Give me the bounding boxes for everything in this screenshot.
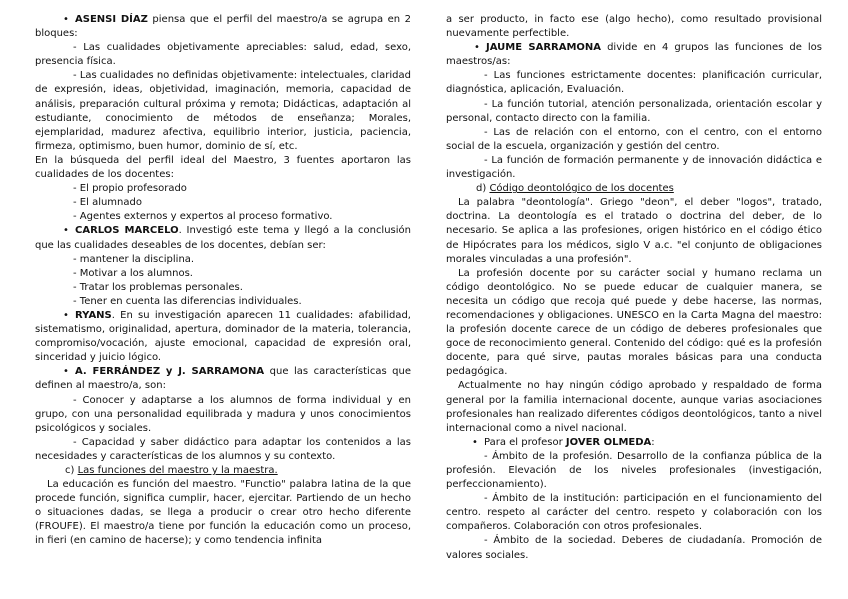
ryans-paragraph: • RYANS. En su investigación aparecen 11 cualidades: afabilidad, sistematismo, originalidad, apertura, dominador de la materia, tolerancia, compromiso/vocación, ajuste emocional, capacidad de expresión oral, sinceridad y juicio lógico.: [35, 309, 411, 365]
carlos-paragraph: • CARLOS MARCELO. Investigó este tema y llegó a la conclusión que las cualidades deseables de los docentes, debían ser:: [35, 224, 411, 252]
ferrandez-paragraph: • A. FERRÁNDEZ y J. SARRAMONA que las características que definen al maestro/a, son:: [35, 365, 411, 393]
asensi-bullet-1: - Las cualidades objetivamente apreciables: salud, edad, sexo, presencia física.: [35, 42, 411, 68]
jaume-bullet-3: - Las de relación con el entorno, con el centro, con el entorno social de la escuela, organización y gestión del centro.: [446, 126, 822, 152]
author-name: JOVER OLMEDA: [565, 436, 652, 448]
section-d-heading: d) Código deontológico de los docentes: [476, 183, 674, 195]
author-name: ASENSI DÍAZ: [75, 14, 148, 25]
jover-bullet-3: - Ámbito de la sociedad. Deberes de ciudadanía. Promoción de valores sociales.: [446, 535, 822, 561]
left-column: [35, 13, 411, 549]
author-name: CARLOS MARCELO: [75, 225, 179, 237]
carlos-item: - Motivar a los alumnos.: [73, 267, 193, 279]
busqueda-paragraph: En la búsqueda del perfil ideal del Maestro, 3 fuentes aportaron las cualidades de los docentes:: [35, 154, 411, 181]
fuente-item: - El propio profesorado: [73, 183, 187, 195]
jaume-bullet-2: - La función tutorial, atención personalizada, orientación escolar y personal, contacto directo con la familia.: [446, 98, 822, 124]
section-d-title: Código deontológico de los docentes: [489, 183, 674, 195]
fuente-item: - Agentes externos y expertos al proceso formativo.: [73, 211, 333, 223]
section-c-title: Las funciones del maestro y la maestra.: [77, 465, 278, 476]
right-column: [446, 13, 822, 563]
actualmente-paragraph: Actualmente no hay ningún código aprobado y respaldado de forma general por la familia internacional docente, aunque varias asociaciones profesionales han realizado diferentes códigos deontológicos, tanto a nivel internacional como a nivel nacional.: [446, 380, 822, 434]
jaume-bullet-4: - La función de formación permanente y de innovación didáctica e investigación.: [446, 154, 822, 181]
profesion-paragraph: La profesión docente por su carácter social y humano reclama un código deontológico. No se puede educar de cualquier manera, se necesita un código que recoja qué puede y debe hacerse, las normas, recomendaciones y obligaciones. UNESCO en la Carta Magna del maestro: la profesión docente carece de un código de deberes profesionales que goce de reconocimiento general. Contenido del código: qué es la profesión docente, para qué sirve, pautas morales básicas para una conducta pedagógica.: [446, 267, 822, 378]
author-name: JAUME SARRAMONA: [486, 42, 602, 54]
educacion-paragraph: La educación es función del maestro. "Functio" palabra latina de la que procede función, significa cumplir, hacer, ejercitar. Partiendo de un hecho o situaciones dadas, se llega a producir o crear otro hecho diferente (FROUFE). El maestro/a tiene por función la educación como un proceso, in fieri (en camino de hacerse); y como tendencia infinita: [35, 479, 411, 547]
section-c-heading: c) Las funciones del maestro y la maestra.: [65, 465, 278, 476]
continuation-paragraph: a ser producto, in facto ese (algo hecho), como resultado provisional nuevamente perfectible.: [446, 14, 822, 40]
jaume-bullet-1: - Las funciones estrictamente docentes: planificación curricular, diagnóstica, aplicación, Evaluación.: [446, 70, 822, 96]
carlos-item: - Tener en cuenta las diferencias individuales.: [73, 295, 302, 307]
jover-paragraph: • Para el profesor JOVER OLMEDA:: [446, 436, 822, 450]
ferrandez-bullet-1: - Conocer y adaptarse a los alumnos de forma individual y en grupo, con una personalidad equilibrada y madura y unos conocimientos psicológicos y sociales.: [35, 394, 411, 434]
asensi-bullet-2: - Las cualidades no definidas objetivamente: intelectuales, claridad de expresión, ideas, objetividad, imaginación, memoria, capacidad de análisis, preparación cultural próxima y remota; Didácticas, adaptación al estudiante, conocimiento de métodos de enseñanza; Morales, ejemplaridad, madurez afectiva, equilibrio interior, justicia, paciencia, firmeza, optimismo, buen humor, dominio de sí, etc.: [35, 70, 411, 152]
author-name: A. FERRÁNDEZ y J. SARRAMONA: [75, 366, 265, 378]
jover-bullet-2: - Ámbito de la institución: participación en el funcionamiento del centro. respeto al carácter del centro. respeto y colaboración con los compañeros. Colaboración con otros profesionales.: [446, 493, 822, 533]
jaume-paragraph: • JAUME SARRAMONA divide en 4 grupos las funciones de los maestros/as:: [446, 41, 822, 69]
deontologia-paragraph: La palabra "deontología". Griego "deon", el deber "logos", tratado, doctrina. La deontología es el tratado o doctrina del deber, de lo necesario. Se aplica a las profesiones, origen histórico en el código ético de Hipócrates para los médicos, siglo V a.c. "el conjunto de obligaciones morales vinculadas a una profesión".: [446, 197, 822, 265]
jover-bullet-1: - Ámbito de la profesión. Desarrollo de la confianza pública de la profesión. Elevación de los niveles profesionales (investigación, perfeccionamiento).: [446, 450, 822, 491]
author-name: RYANS: [75, 309, 112, 321]
fuente-item: - El alumnado: [73, 197, 142, 209]
carlos-item: - mantener la disciplina.: [73, 253, 195, 265]
asensi-paragraph: • ASENSI DÍAZ piensa que el perfil del maestro/a se agrupa en 2 bloques:: [35, 13, 411, 41]
ferrandez-bullet-2: - Capacidad y saber didáctico para adaptar los contenidos a las necesidades y características de los alumnos y su contexto.: [35, 436, 411, 462]
carlos-item: - Tratar los problemas personales.: [73, 281, 243, 293]
